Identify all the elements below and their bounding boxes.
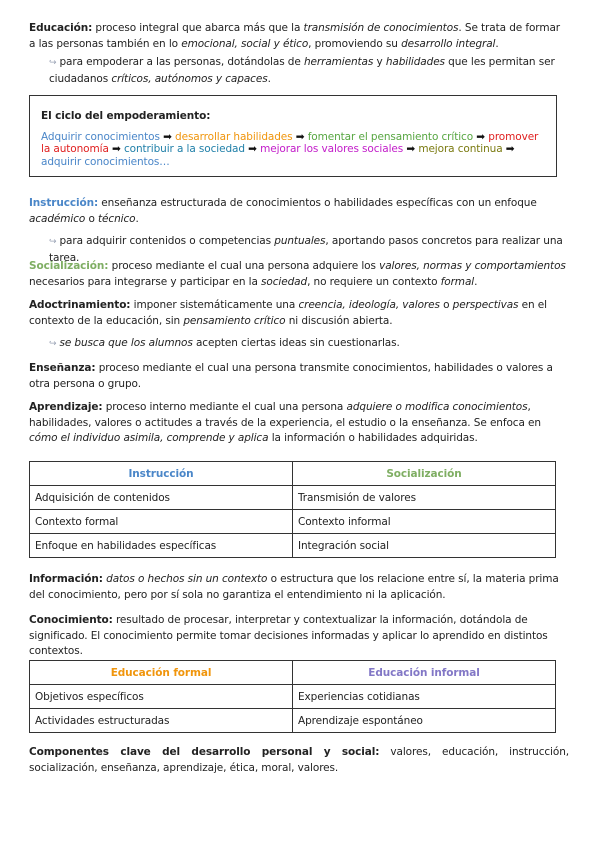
term-educacion: Educación:: [29, 22, 93, 34]
ciclo-step: fomentar el pensamiento crítico: [307, 130, 474, 143]
text: .: [135, 212, 139, 225]
text: ni discusión abierta.: [285, 314, 393, 327]
text: proceso mediante el cual una persona transmite conocimientos, habilidades o valores a otra persona o grupo.: [29, 362, 553, 390]
table-row: [30, 510, 556, 534]
text: enseñanza estructurada de conocimientos o habilidades específicas con un enfoque: [98, 197, 537, 209]
emphasis: transmisión de conocimientos: [303, 22, 459, 34]
term-instruccion: Instrucción:: [29, 197, 99, 209]
table-cell: Enfoque en habilidades específicas: [30, 534, 293, 558]
table-row: [30, 486, 556, 510]
ciclo-step: contribuir a la sociedad: [123, 143, 245, 155]
table-header-formal: Educación formal: [30, 661, 293, 685]
right-arrow-icon: ➡: [403, 143, 419, 155]
term-componentes: Componentes clave del desarrollo personal y social:: [29, 746, 380, 758]
table-cell: Objetivos específicos: [30, 685, 293, 709]
paragraph-componentes: [29, 745, 569, 776]
return-arrow-icon: ↪: [49, 339, 57, 349]
text: , no requiere un contexto: [307, 275, 441, 288]
text: en el contexto de la educación, sin: [29, 299, 547, 327]
table-header-instruccion: Instrucción: [30, 462, 293, 486]
paragraph-adoctrinamiento: [29, 298, 569, 329]
paragraph-educacion: [29, 21, 569, 52]
ciclo-step: Adquirir conocimientos: [41, 130, 160, 143]
text: proceso interno mediante el cual una persona: [102, 401, 347, 413]
text: y: [373, 56, 386, 68]
term-informacion: Información:: [29, 573, 103, 585]
table-educacion-formal-informal: [29, 660, 556, 733]
table-row: [30, 685, 556, 709]
term-ensenanza: Enseñanza:: [29, 362, 96, 374]
ciclo-title: El ciclo del empoderamiento:: [41, 110, 211, 122]
right-arrow-icon: ➡: [502, 143, 515, 155]
text: que les permitan ser ciudadanos: [49, 56, 555, 85]
right-arrow-icon: ➡: [108, 143, 124, 155]
table-cell: Adquisición de contenidos: [30, 486, 293, 510]
paragraph-educacion-sub: [29, 55, 569, 87]
text: resultado de procesar, interpretar y contextualizar la información, dotándola de significado. El conocimiento permite tomar decisiones informadas y aplicar lo aprendido en distintos contextos.: [29, 614, 548, 657]
text: para adquirir contenidos o competencias: [59, 235, 275, 247]
table-header-socializacion: Socialización: [292, 462, 555, 486]
table-cell: Experiencias cotidianas: [293, 685, 556, 709]
ciclo-step: mejorar los valores sociales: [260, 143, 404, 155]
paragraph-aprendizaje: [29, 400, 569, 447]
emphasis: valores, normas y comportamientos: [379, 260, 566, 272]
paragraph-informacion: [29, 572, 569, 603]
emphasis: adquiere o modifica conocimientos: [346, 401, 528, 413]
text: acepten ciertas ideas sin cuestionarlas.: [192, 337, 400, 349]
text: , promoviendo su: [308, 37, 402, 50]
text: .: [267, 72, 271, 85]
term-adoctrinamiento: Adoctrinamiento:: [29, 299, 131, 311]
emphasis: puntuales: [274, 235, 326, 247]
emphasis: pensamiento crítico: [183, 314, 286, 327]
text: .: [495, 37, 499, 50]
table-header-row: [30, 462, 556, 486]
paragraph-conocimiento: [29, 613, 569, 660]
right-arrow-icon: ➡: [159, 130, 176, 143]
emphasis: creencia, ideología, valores: [298, 299, 440, 311]
text: , habilidades, valores o actitudes a través de la experiencia, el estudio o la enseñanza. Se enfoca en: [29, 401, 541, 429]
emphasis: sociedad: [261, 275, 308, 288]
paragraph-instruccion: [29, 196, 569, 227]
right-arrow-icon: ➡: [244, 143, 261, 155]
emphasis: críticos, autónomos y capaces: [111, 72, 268, 85]
emphasis: emocional, social y ético: [181, 37, 309, 50]
text: proceso mediante el cual una persona adquiere los: [108, 260, 380, 272]
ciclo-step: adquirir conocimientos…: [41, 155, 170, 168]
text: para empoderar a las personas, dotándolas de: [59, 56, 304, 68]
paragraph-ensenanza: [29, 361, 569, 392]
text: o: [439, 299, 453, 311]
table-cell: Transmisión de valores: [292, 486, 555, 510]
table-cell: Contexto informal: [292, 510, 555, 534]
ciclo-step: mejora continua: [418, 143, 503, 155]
paragraph-adoctrinamiento-sub: [29, 336, 569, 353]
text: o estructura que los relacione entre sí, la materia prima del conocimiento, pero por sí sola no garantiza el entendimiento ni la aplicación.: [29, 573, 559, 601]
table-row: [30, 534, 556, 558]
emphasis: herramientas: [303, 56, 374, 68]
right-arrow-icon: ➡: [292, 130, 308, 143]
text: o: [85, 212, 99, 225]
emphasis: académico: [29, 212, 86, 225]
right-arrow-icon: ➡: [473, 130, 489, 143]
table-cell: Aprendizaje espontáneo: [293, 709, 556, 733]
ciclo-steps: [41, 131, 546, 169]
emphasis: técnico: [98, 212, 136, 225]
text: proceso integral que abarca más que la: [92, 22, 304, 34]
table-instruccion-socializacion: [29, 461, 556, 558]
emphasis: desarrollo integral: [401, 37, 496, 50]
emphasis: cómo el individuo asimila, comprende y aplica: [29, 432, 269, 444]
emphasis: formal: [440, 275, 475, 288]
return-arrow-icon: ↪: [49, 237, 57, 247]
text: valores, educación, instrucción, socialización, enseñanza, aprendizaje, ética, moral, valores.: [29, 746, 569, 774]
emphasis: datos o hechos sin un contexto: [106, 573, 268, 585]
table-cell: Integración social: [292, 534, 555, 558]
term-conocimiento: Conocimiento:: [29, 614, 113, 626]
text: imponer sistemáticamente una: [130, 299, 299, 311]
text: necesarios para integrarse y participar en la: [29, 275, 262, 288]
table-cell: Actividades estructuradas: [30, 709, 293, 733]
emphasis: se busca que los alumnos: [59, 337, 193, 349]
paragraph-socializacion: [29, 259, 569, 290]
ciclo-step: desarrollar habilidades: [175, 130, 293, 143]
ciclo-empoderamiento-box: [29, 95, 557, 177]
ciclo-step: promover la autonomía: [41, 130, 539, 155]
table-cell: Contexto formal: [30, 510, 293, 534]
return-arrow-icon: ↪: [49, 58, 57, 68]
table-row: [30, 709, 556, 733]
text: . Se trata de formar a las personas también en lo: [29, 22, 560, 50]
term-aprendizaje: Aprendizaje:: [29, 401, 103, 413]
table-header-informal: Educación informal: [293, 661, 556, 685]
table-header-row: [30, 661, 556, 685]
text: la información o habilidades adquiridas.: [268, 432, 478, 444]
emphasis: habilidades: [385, 56, 445, 68]
emphasis: perspectivas: [452, 299, 519, 311]
text: , aportando pasos concretos para realizar una tarea.: [49, 235, 563, 264]
text: .: [474, 275, 478, 288]
term-socializacion: Socialización:: [29, 260, 109, 272]
